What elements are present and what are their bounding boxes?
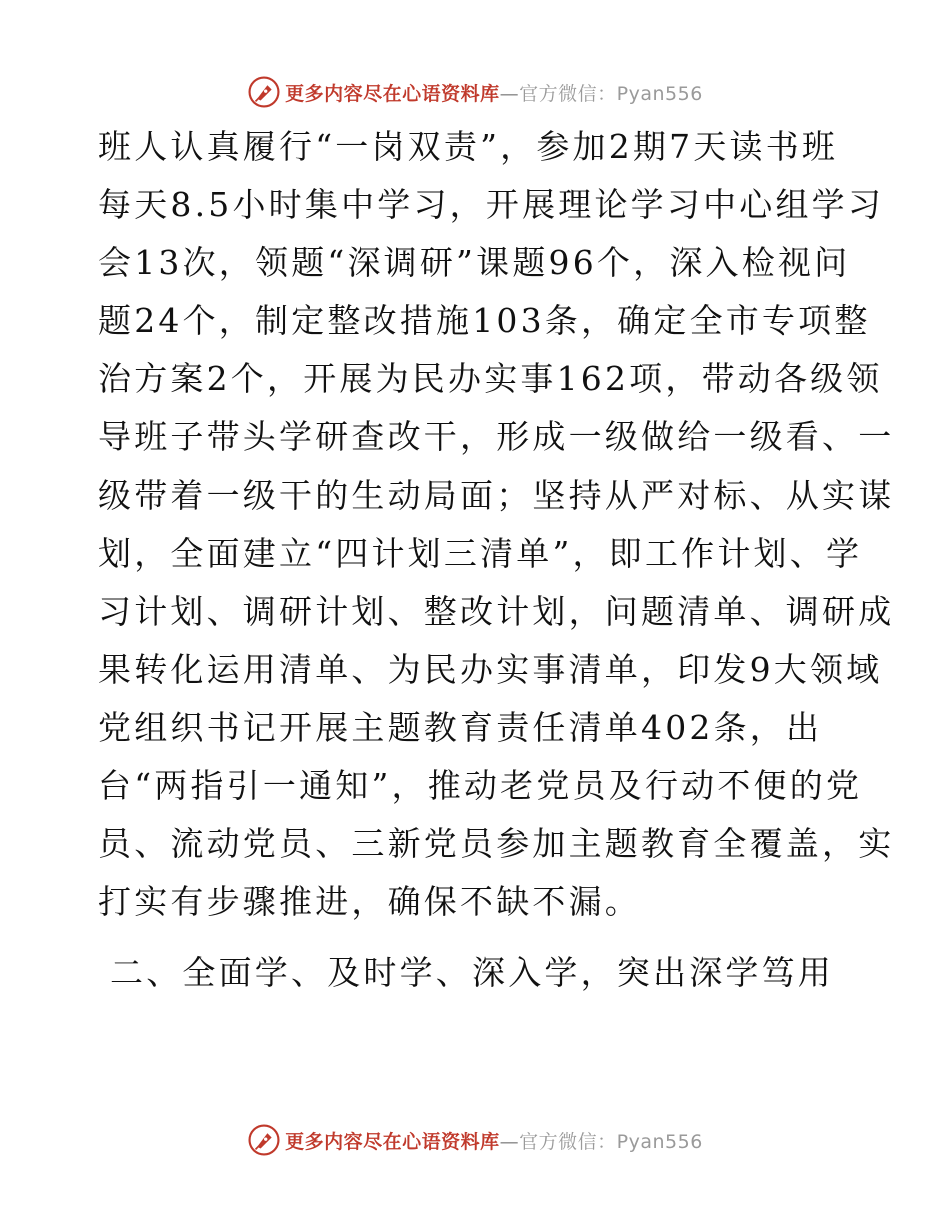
watermark-brand: 更多内容尽在心语资料库: [285, 82, 500, 105]
text-line: 级带着一级干的生动局面；坚持从严对标、从实谋: [98, 475, 895, 515]
text-line: 习计划、调研计划、整改计划，问题清单、调研成: [98, 591, 895, 631]
watermark-contact: 官方微信：Pyan556: [519, 1130, 703, 1153]
watermark-contact: 官方微信：Pyan556: [519, 82, 703, 105]
section-heading: 二、全面学、及时学、深入学，突出深学笃用: [110, 953, 834, 992]
text-line: 导班子带头学研查改干，形成一级做给一级看、一: [98, 417, 895, 457]
text-line: 划，全面建立“四计划三清单”，即工作计划、学: [98, 533, 863, 573]
text-line: 治方案2个，开展为民办实事162项，带动各级领: [98, 359, 883, 399]
text-line: 员、流动党员、三新党员参加主题教育全覆盖，实: [98, 824, 895, 864]
text-line: 每天8.5小时集中学习，开展理论学习中心组学习: [98, 185, 885, 225]
header-watermark: [0, 72, 950, 112]
text-line: 党组织书记开展主题教育责任清单402条，出: [98, 707, 823, 747]
footer-watermark: [0, 1120, 950, 1160]
pen-nib-logo-icon: [247, 75, 281, 109]
text-line: 打实有步骤推进，确保不缺不漏。: [98, 882, 641, 922]
text-line: 果转化运用清单、为民办实事清单，印发9大领域: [98, 649, 883, 689]
text-line: 班人认真履行“一岗双责”，参加2期7天读书班: [98, 127, 839, 166]
body-text: [98, 118, 895, 931]
watermark-text: [285, 1127, 703, 1154]
watermark-separator: —: [499, 1130, 520, 1153]
pen-nib-logo-icon: [247, 1123, 281, 1157]
watermark-brand: 更多内容尽在心语资料库: [285, 1130, 500, 1153]
text-line: 题24个，制定整改措施103条，确定全市专项整: [98, 301, 871, 341]
text-line: 会13次，领题“深调研”课题96个，深入检视问: [98, 243, 851, 283]
watermark-separator: —: [499, 82, 520, 105]
text-line: 台“两指引一通知”，推动老党员及行动不便的党: [98, 766, 863, 806]
watermark-text: [285, 79, 703, 106]
